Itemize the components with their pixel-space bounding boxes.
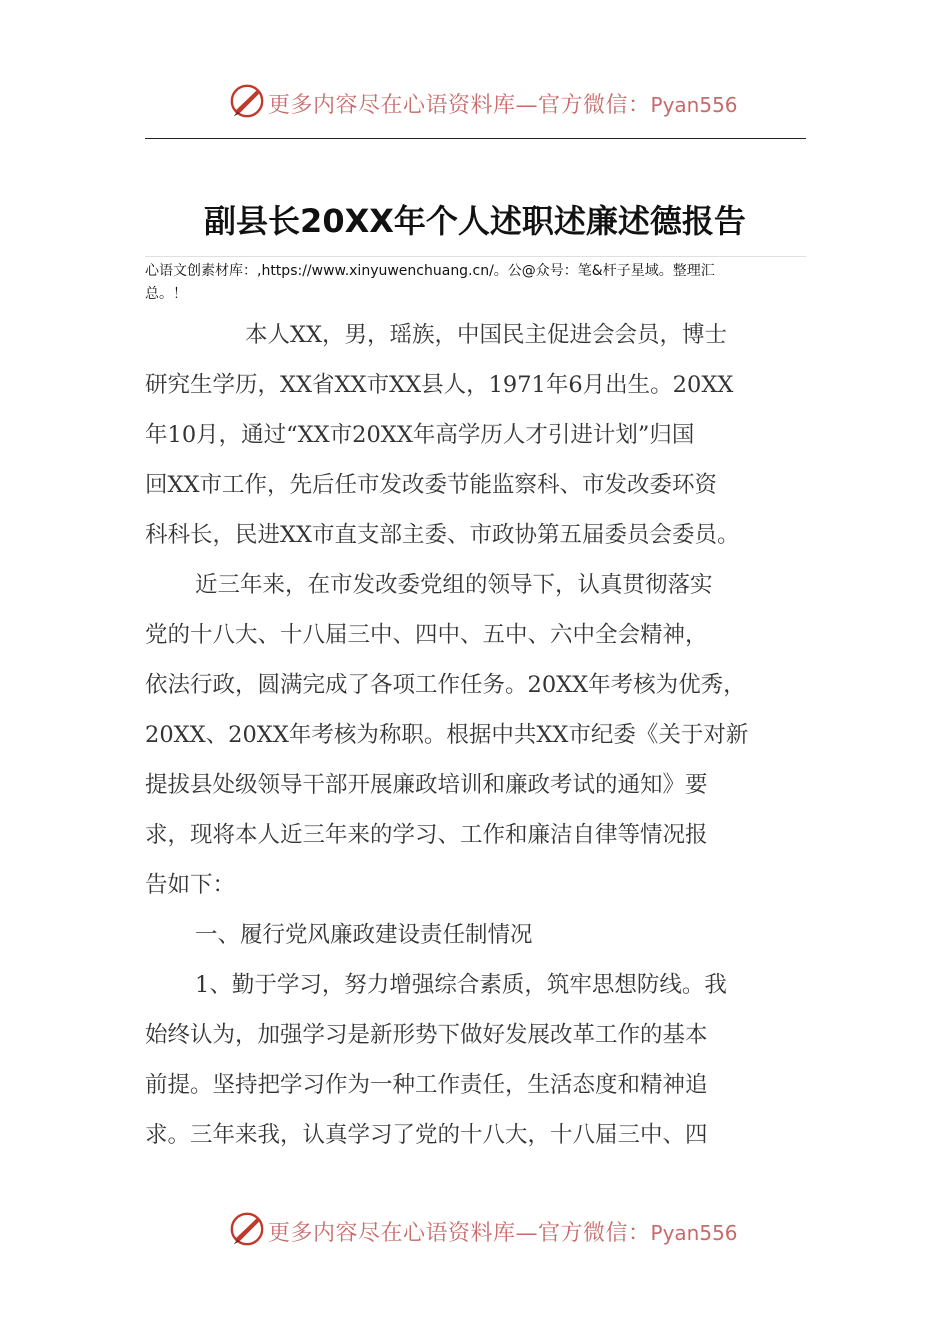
body-line: 依法行政，圆满完成了各项工作任务。20XX年考核为优秀，	[145, 672, 746, 698]
body-line: 近三年来，在市发改委党组的领导下，认真贯彻落实	[195, 572, 713, 598]
document-body	[145, 310, 815, 1160]
body-line: 1、勤于学习，努力增强综合素质，筑牢思想防线。我	[195, 972, 727, 998]
body-line: 年10月，通过“XX市20XX年高学历人才引进计划”归国	[145, 422, 695, 448]
wechat-id: Pyan556	[650, 93, 738, 117]
body-line: 回XX市工作，先后任市发改委节能监察科、市发改委环资	[145, 472, 718, 498]
banner-text: 更多内容尽在心语资料库—官方微信：Pyan556	[268, 1221, 738, 1246]
wechat-id: Pyan556	[650, 1221, 738, 1245]
source-note	[145, 260, 810, 306]
title-rule	[145, 256, 806, 257]
body-line: 20XX、20XX年考核为称职。根据中共XX市纪委《关于对新	[145, 722, 749, 748]
body-line: 求，现将本人近三年来的学习、工作和廉洁自律等情况报	[145, 822, 708, 848]
body-line: 本人XX，男，瑶族，中国民主促进会会员，博士	[245, 322, 728, 348]
header-banner	[0, 78, 950, 124]
body-line: 始终认为，加强学习是新形势下做好发展改革工作的基本	[145, 1022, 708, 1048]
body-line: 提拔县处级领导干部开展廉政培训和廉政考试的通知》要	[145, 772, 708, 798]
document-title: 副县长20XX年个人述职述廉述德报告	[204, 202, 746, 240]
footer-banner	[0, 1206, 950, 1252]
banner-text: 更多内容尽在心语资料库—官方微信：Pyan556	[268, 93, 738, 118]
pen-logo-icon	[228, 1210, 266, 1248]
body-line: 研究生学历，XX省XX市XX县人，1971年6月出生。20XX	[145, 372, 734, 398]
body-line: 党的十八大、十八届三中、四中、五中、六中全会精神，	[145, 622, 708, 648]
source-line-1: 心语文创素材库：,https://www.xinyuwenchuang.cn/。公@众号：笔&杆子星域。整理汇	[145, 263, 715, 279]
body-line: 前提。坚持把学习作为一种工作责任，生活态度和精神追	[145, 1072, 708, 1098]
header-rule	[145, 138, 806, 139]
body-line: 求。三年来我，认真学习了党的十八大，十八届三中、四	[145, 1122, 708, 1148]
source-line-2: 总。！	[145, 286, 187, 302]
section-heading: 一、履行党风廉政建设责任制情况	[195, 922, 533, 948]
body-line: 告如下：	[145, 872, 236, 898]
body-line: 科科长，民进XX市直支部主委、市政协第五届委员会委员。	[145, 522, 740, 548]
pen-logo-icon	[228, 82, 266, 120]
